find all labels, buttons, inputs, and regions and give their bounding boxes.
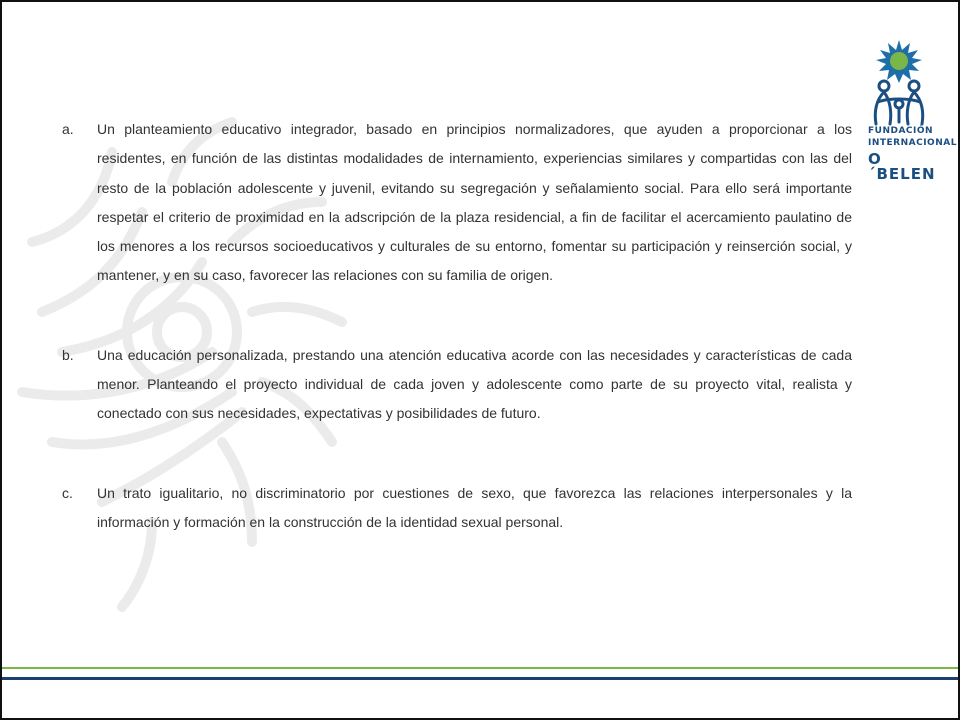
logo-line-3: O´BELEN — [868, 150, 936, 183]
item-marker: a. — [62, 121, 74, 137]
sun-core-icon — [890, 52, 908, 70]
list-item — [62, 479, 852, 538]
list-item — [62, 115, 852, 291]
footer-green-rule — [2, 667, 958, 669]
footer-blue-rule — [2, 677, 958, 680]
item-text: Una educación personalizada, prestando una atención educativa acorde con las necesidades y características de cada menor. Planteando el proyecto individual de cada joven y adolescente como parte de su proyecto vital, realista y conectado con sus necesidades, expectativas y posibilidades de futuro. — [97, 346, 852, 422]
logo-text — [868, 126, 957, 183]
figures-icon — [875, 81, 922, 124]
item-marker: c. — [62, 484, 73, 501]
list-item — [62, 341, 852, 429]
item-text: Un trato igualitario, no discriminatorio por cuestiones de sexo, que favorezca las relaciones interpersonales y la información y formación en la construcción de la identidad sexual personal. — [97, 484, 852, 530]
item-text: Un planteamiento educativo integrador, basado en principios normalizadores, que ayuden a proporcionar a los residentes, en función de las distintas modalidades de internamiento, experiencias similares y compartidas con las del resto de la población adolescente y juvenil, evitando su segregación y señalamiento social. Para ello será importante respetar el criterio de proximidad en la adscripción de la plaza residencial, a fin de facilitar el acercamiento paulatino de los menores a los recursos socioeducativos y culturales de su entorno, fomentar su participación y reinserción social, y mantener, y en su caso, favorecer las relaciones con su familia de origen. — [97, 121, 852, 284]
item-marker: b. — [62, 346, 74, 363]
logo-line-2: INTERNACIONAL — [868, 138, 957, 148]
principles-list — [62, 115, 852, 537]
logo-line-1: FUNDACIÓN — [868, 126, 934, 136]
